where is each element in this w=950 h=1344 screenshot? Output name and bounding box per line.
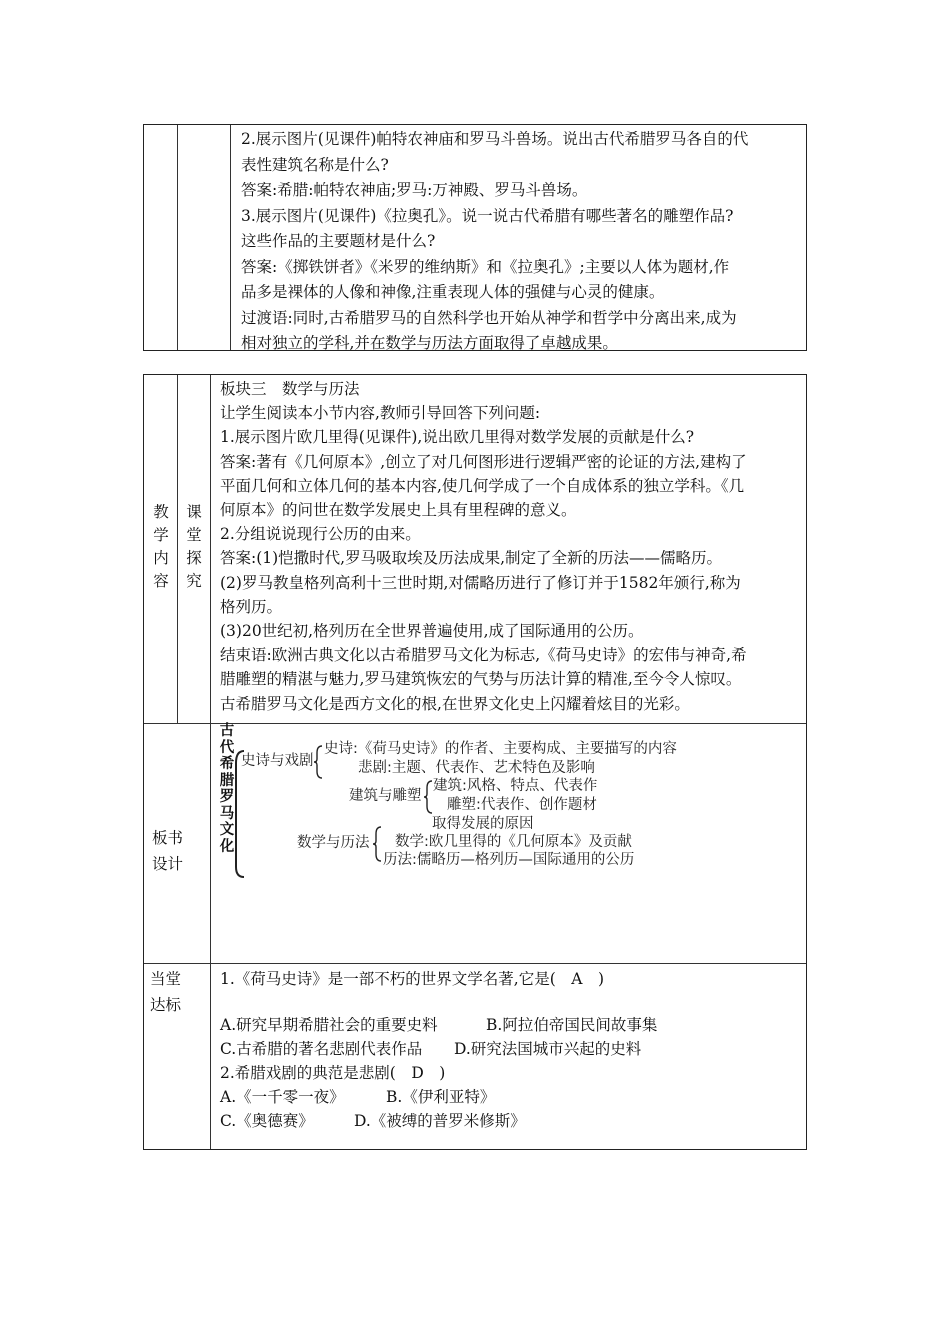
row-label-teaching-content: 教 学 内 容 xyxy=(153,503,169,590)
board-math-line: 数学:欧几里得的《几何原本》及贡献 xyxy=(395,834,632,850)
quiz-option: B.《伊利亚特》 xyxy=(386,1088,496,1106)
text-line: 何原本》的问世在数学发展史上具有里程碑的意义。 xyxy=(220,501,577,520)
brace-math-calendar xyxy=(373,826,383,862)
text-line: 腊雕塑的精湛与魅力,罗马建筑恢宏的气势与历法计算的精准,至今令人惊叹。 xyxy=(220,670,742,689)
inquiry-content xyxy=(220,377,804,716)
board-epic-line: 史诗:《荷马史诗》的作者、主要构成、主要描写的内容 xyxy=(324,741,677,757)
quiz-content xyxy=(220,963,804,1151)
text-line: 让学生阅读本小节内容,教师引导回答下列问题: xyxy=(220,404,541,423)
quiz-question-1: 1.《荷马史诗》是一部不朽的世界文学名著,它是( A ) xyxy=(220,970,605,988)
text-line: 品多是裸体的人像和神像,注重表现人体的强健与心灵的健康。 xyxy=(241,283,665,301)
board-reason-line: 取得发展的原因 xyxy=(432,816,534,832)
text-line: 答案:《掷铁饼者》《米罗的维纳斯》和《拉奥孔》;主要以人体为题材,作 xyxy=(241,257,730,276)
text-line: 2.分组说说现行公历的由来。 xyxy=(220,525,421,544)
board-tragedy-line: 悲剧:主题、代表作、艺术特色及影响 xyxy=(358,760,595,776)
text-line: 1.展示图片欧几里得(见课件),说出欧几里得对数学发展的贡献是什么? xyxy=(220,428,695,447)
board-group-math-calendar: 数学与历法 xyxy=(297,835,370,851)
quiz-question-2: 2.希腊戏剧的典范是悲剧( D ) xyxy=(220,1064,446,1082)
text-line: 过渡语:同时,古希腊罗马的自然科学也开始从神学和哲学中分离出来,成为 xyxy=(241,308,737,327)
text-line: 平面几何和立体几何的基本内容,使几何学成了一个自成体系的独立学科。《几 xyxy=(220,476,745,495)
row-label-class-assessment: 当堂 达标 xyxy=(150,970,182,1014)
board-calendar-line: 历法:儒略历—格列历—国际通用的公历 xyxy=(383,852,635,868)
board-group-architecture-sculpture: 建筑与雕塑 xyxy=(349,788,422,804)
row-label-class-inquiry: 课 堂 探 究 xyxy=(186,503,202,590)
column-divider xyxy=(177,375,178,723)
lesson-table-top xyxy=(143,124,807,351)
quiz-option: C.《奥德赛》 xyxy=(220,1112,314,1130)
board-architecture-line: 建筑:风格、特点、代表作 xyxy=(433,778,598,794)
brace-epic-drama xyxy=(314,745,324,779)
text-line: 这些作品的主要题材是什么? xyxy=(241,232,436,250)
quiz-option: A.《一千零一夜》 xyxy=(220,1088,345,1106)
quiz-option: D.研究法国城市兴起的史料 xyxy=(454,1040,642,1058)
text-line: 3.展示图片(见课件)《拉奥孔》。说一说古代希腊有哪些著名的雕塑作品? xyxy=(241,206,734,225)
board-group-epic-drama: 史诗与戏剧 xyxy=(241,753,314,769)
quiz-option: A.研究早期希腊社会的重要史料 xyxy=(220,1016,438,1034)
row-label-board-design: 板书 设计 xyxy=(152,829,184,873)
column-divider xyxy=(230,125,231,350)
text-line: 表性建筑名称是什么? xyxy=(241,155,389,174)
text-line: (2)罗马教皇格列高利十三世时期,对儒略历进行了修订并于1582年颁行,称为 xyxy=(220,573,741,592)
quiz-option: D.《被缚的普罗米修斯》 xyxy=(354,1112,526,1130)
text-line: 结束语:欧洲古典文化以古希腊罗马文化为标志,《荷马史诗》的宏伟与神奇,希 xyxy=(220,646,747,665)
board-title: 古 代 希 腊 罗 马 文 化 xyxy=(219,723,235,855)
board-design-diagram xyxy=(210,723,808,963)
text-line: 古希腊罗马文化是西方文化的根,在世界文化史上闪耀着炫目的光彩。 xyxy=(220,694,690,713)
text-line: 格列历。 xyxy=(220,597,283,616)
text-line: 答案:著有《几何原本》,创立了对几何图形进行逻辑严密的论证的方法,建构了 xyxy=(220,452,747,471)
lesson-table-main xyxy=(143,374,807,1150)
table1-content xyxy=(241,127,801,357)
quiz-option: C.古希腊的著名悲剧代表作品 xyxy=(220,1040,423,1058)
text-line: 相对独立的学科,并在数学与历法方面取得了卓越成果。 xyxy=(241,334,618,352)
text-line: 答案:希腊:帕特农神庙;罗马:万神殿、罗马斗兽场。 xyxy=(241,181,588,199)
text-line: 2.展示图片(见课件)帕特农神庙和罗马斗兽场。说出古代希腊罗马各自的代 xyxy=(241,130,749,148)
text-line: (3)20世纪初,格列历在全世界普遍使用,成了国际通用的公历。 xyxy=(220,622,644,641)
text-line: 答案:(1)恺撒时代,罗马吸取埃及历法成果,制定了全新的历法——儒略历。 xyxy=(220,549,723,568)
section-heading: 板块三 数学与历法 xyxy=(220,380,360,398)
quiz-option: B.阿拉伯帝国民间故事集 xyxy=(486,1016,658,1034)
column-divider xyxy=(177,125,178,350)
board-sculpture-line: 雕塑:代表作、创作题材 xyxy=(447,797,597,813)
